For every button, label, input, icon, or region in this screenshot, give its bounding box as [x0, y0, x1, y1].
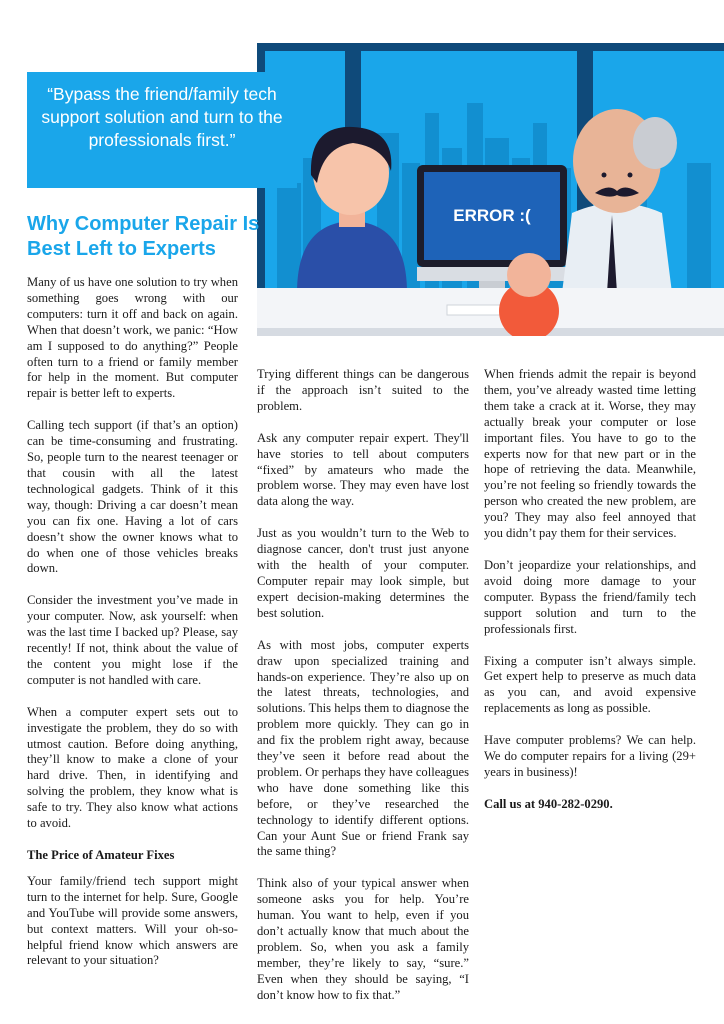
column-1 [27, 275, 238, 985]
paragraph: As with most jobs, computer experts draw upon specialized training and hands-on experience. They’re also up on the latest threats, technologies, and solutions. This helps them to diagnose the problem more quickly. They can go in and fix the problem right away, because they’ve seen it before read about the problem. Or perhaps they have colleagues who have done something like this before, or they’ve researched the technology to identify different options. Can your Aunt Sue or friend Frank say the same thing? [257, 637, 469, 859]
paragraph: Trying different things can be dangerous if the approach isn’t suited to the problem. [257, 367, 469, 413]
subheading: The Price of Amateur Fixes [27, 848, 175, 862]
column-3 [484, 367, 696, 829]
paragraph: Calling tech support (if that’s an option) can be time-consuming and frustrating. So, people turn to the nearest teenager or that cousin with all the latest technological gadgets. Think of it this way, though: Driving a car doesn’t mean you can fix one. Having a lot of cars doesn’t show the owner knows what to do when one of those vehicles breaks down. [27, 418, 238, 576]
paragraph: Think also of your typical answer when someone asks you for help. You’re human. You want to help, even if you don’t actually know that much about the problem. So, when you ask a family member, they’re likely to say, “sure.” Even when they should be saying, “I don’t know how to fix that.” [257, 876, 469, 1002]
column-2 [257, 367, 469, 1020]
paragraph: When a computer expert sets out to investigate the problem, they do so with utmost caution. Before doing anything, they’ll know to make a clone of your hard drive. Then, in identifying and solving the problem, they know what is safe to try. They also know what actions to avoid. [27, 704, 238, 831]
paragraph: Fixing a computer isn’t always simple. Get expert help to preserve as much data as you can, and avoid expensive replacements as long as possible. [484, 653, 696, 716]
paragraph: Your family/friend tech support might turn to the internet for help. Sure, Google and YouTube will provide some answers, but context matters. Will your oh-so-helpful friend know which answers are relevant to your situation? [27, 873, 238, 968]
paragraph: Just as you wouldn’t turn to the Web to diagnose cancer, don't trust just anyone with the health of your computer. Computer repair may look simple, but expert decision-making determines the best solution. [257, 526, 469, 620]
error-screen-text: ERROR :( [453, 206, 531, 225]
pull-quote-text: “Bypass the friend/family tech support solution and turn to the professionals first.” [41, 84, 283, 150]
paragraph: Many of us have one solution to try when something goes wrong with our computers: turn it off and back on again. When that doesn’t work, we panic: “How am I supposed to do anything?” People often turn to a friend or family member for help in the moment. But computer repair is better left to experts. [27, 275, 238, 401]
call-to-action: Call us at 940-282-0290. [484, 796, 613, 811]
article-headline: Why Computer Repair Is Best Left to Experts [27, 213, 260, 260]
paragraph: Ask any computer repair expert. They'll have stories to tell about computers “fixed” by amateurs who made the problem worse. They may even have lost data along the way. [257, 430, 469, 509]
hero-illustration [257, 43, 724, 336]
paragraph: Consider the investment you’ve made in your computer. Now, ask yourself: when was the last time I backed up? Please, say recently! If not, think about the value of the content you might lose if the computer is not handled with care. [27, 593, 238, 687]
paragraph: Have computer problems? We can help. We do computer repairs for a living (29+ years in business)! [484, 733, 696, 779]
pull-quote-box [27, 72, 297, 188]
paragraph: Don’t jeopardize your relationships, and avoid doing more damage to your computer. Bypass the friend/family tech support solution and turn to the professionals first. [484, 557, 696, 636]
paragraph: When friends admit the repair is beyond them, you’ve already wasted time letting them take a crack at it. Worse, they may actually break your computer or lose important files. You have to go to the experts now for that new part or in the hope of retrieving the data. Meanwhile, you’re not feeling so friendly towards the person who created the new problem, are you? They may also feel annoyed that you didn’t pay them for their services. [484, 367, 696, 541]
